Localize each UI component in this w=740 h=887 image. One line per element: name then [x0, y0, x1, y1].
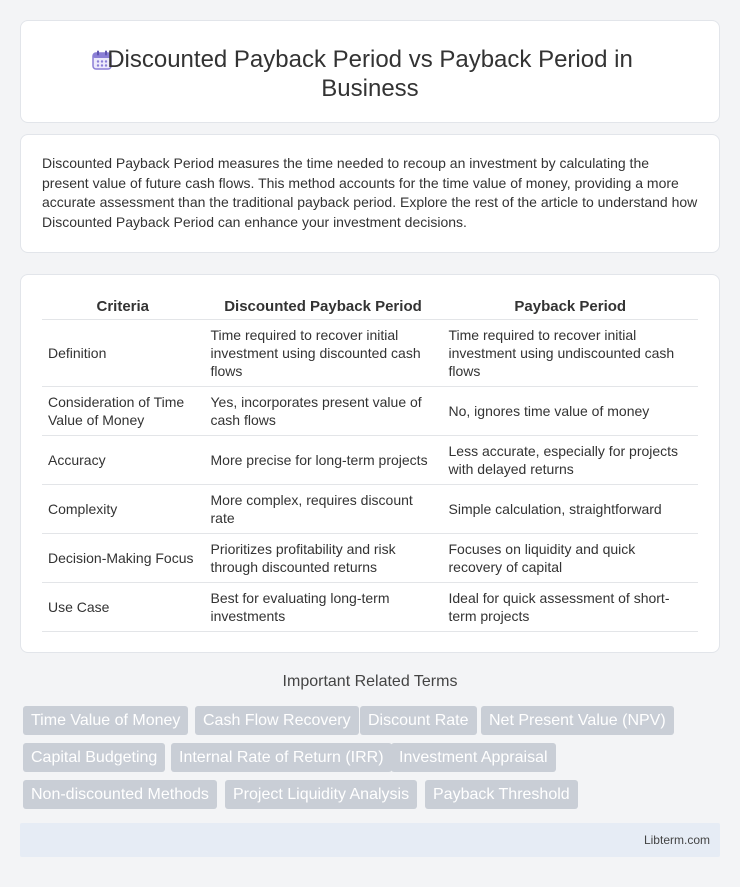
table-cell: Time required to recover initial investment using discounted cash flows	[204, 319, 442, 386]
tag-capital-budgeting[interactable]: Capital Budgeting	[23, 743, 165, 772]
table-cell: Best for evaluating long-term investments	[204, 582, 442, 631]
table-header-row	[42, 295, 698, 319]
comparison-table	[42, 295, 698, 632]
related-terms-heading: Important Related Terms	[282, 673, 458, 690]
table-cell: More precise for long-term projects	[204, 435, 442, 484]
table-cell: Consideration of Time Value of Money	[42, 386, 204, 435]
column-header-payback: Payback Period	[442, 295, 698, 319]
tag-time-value-of-money[interactable]: Time Value of Money	[23, 706, 188, 735]
intro-card	[20, 134, 720, 253]
table-row	[42, 582, 698, 631]
intro-text: Discounted Payback Period measures the time needed to recoup an investment by calculating the present value of future cash flows. This method accounts for the time value of money, providing a more accurate assessment than the traditional payback period. Explore the rest of the article to understand how Discounted Payback Period can enhance your investment decisions.	[42, 155, 698, 230]
tag-non-discounted-methods[interactable]: Non-discounted Methods	[23, 780, 217, 809]
table-cell: Use Case	[42, 582, 204, 631]
footer	[20, 823, 720, 857]
tag-cash-flow-recovery[interactable]: Cash Flow Recovery	[195, 706, 359, 735]
table-row	[42, 386, 698, 435]
table-row	[42, 533, 698, 582]
table-cell: Decision-Making Focus	[42, 533, 204, 582]
table-cell: Accuracy	[42, 435, 204, 484]
tag-net-present-value[interactable]: Net Present Value (NPV)	[481, 706, 674, 735]
page-title: Discounted Payback Period vs Payback Period in Business	[107, 46, 633, 102]
table-row	[42, 435, 698, 484]
table-cell: Focuses on liquidity and quick recovery of capital	[442, 533, 698, 582]
table-cell: No, ignores time value of money	[442, 386, 698, 435]
tag-project-liquidity-analysis[interactable]: Project Liquidity Analysis	[225, 780, 417, 809]
table-cell: Time required to recover initial investment using undiscounted cash flows	[442, 319, 698, 386]
table-cell: Prioritizes profitability and risk through discounted returns	[204, 533, 442, 582]
tag-payback-threshold[interactable]: Payback Threshold	[425, 780, 578, 809]
table-cell: Complexity	[42, 484, 204, 533]
table-cell: Yes, incorporates present value of cash flows	[204, 386, 442, 435]
table-cell: More complex, requires discount rate	[204, 484, 442, 533]
footer-site-link[interactable]: Libterm.com	[643, 833, 710, 847]
column-header-discounted: Discounted Payback Period	[204, 295, 442, 319]
table-cell: Less accurate, especially for projects with delayed returns	[442, 435, 698, 484]
table-cell: Definition	[42, 319, 204, 386]
table-cell: Simple calculation, straightforward	[442, 484, 698, 533]
tag-internal-rate-of-return[interactable]: Internal Rate of Return (IRR)	[171, 743, 392, 772]
title-card	[20, 20, 720, 123]
tag-investment-appraisal[interactable]: Investment Appraisal	[391, 743, 556, 772]
tag-discount-rate[interactable]: Discount Rate	[360, 706, 477, 735]
table-cell: Ideal for quick assessment of short-term projects	[442, 582, 698, 631]
table-row	[42, 484, 698, 533]
table-row	[42, 319, 698, 386]
column-header-criteria: Criteria	[42, 295, 204, 319]
comparison-table-card	[20, 274, 720, 653]
